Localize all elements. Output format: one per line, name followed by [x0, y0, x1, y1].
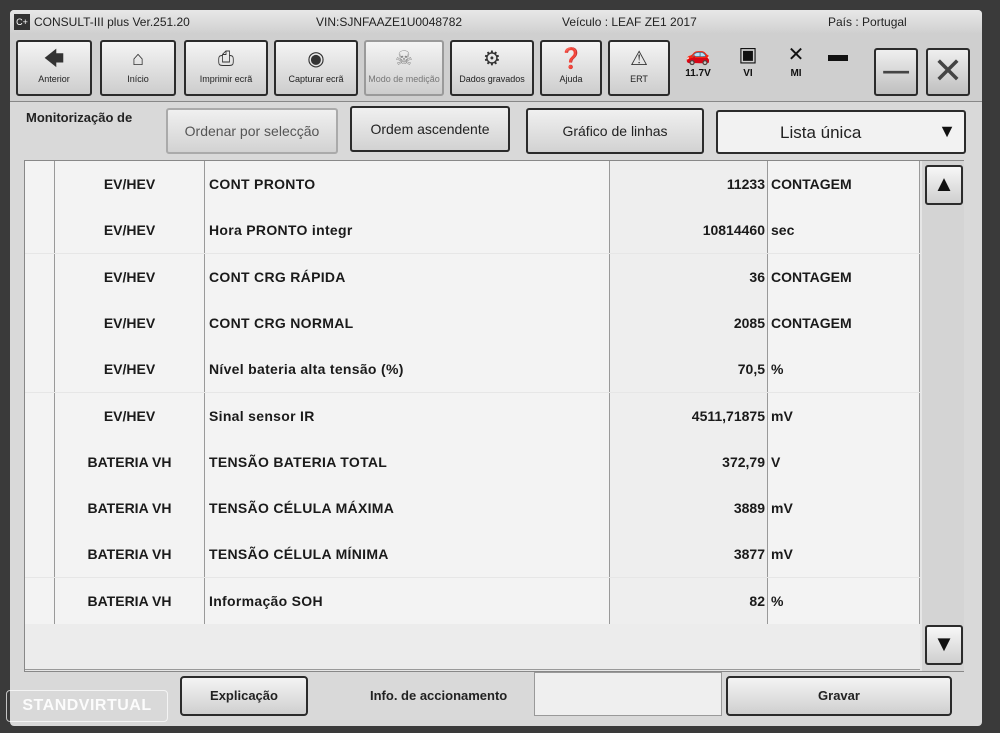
table-row[interactable]	[25, 254, 920, 300]
row-select-cell	[25, 161, 55, 207]
home-icon: ⌂	[131, 48, 145, 70]
value-cell: 372,79	[610, 439, 768, 485]
record-button[interactable]: Gravar	[726, 676, 952, 716]
item-name-cell: Nível bateria alta tensão (%)	[205, 346, 610, 392]
unit-cell: CONTAGEM	[768, 300, 920, 346]
row-select-cell	[25, 393, 55, 439]
battery-icon: ▬	[828, 44, 848, 66]
row-select-cell	[25, 531, 55, 577]
arrow-left-icon: 🡄	[43, 48, 65, 70]
row-select-cell	[25, 207, 55, 253]
vi-status: ▣ VI	[728, 42, 768, 94]
system-cell: EV/HEV	[55, 207, 205, 253]
table-row[interactable]	[25, 207, 920, 253]
vin-label: VIN:SJNFAAZE1U0048782	[316, 15, 463, 29]
consult-screen	[10, 10, 982, 726]
ascending-order-button[interactable]: Ordem ascendente	[350, 106, 510, 152]
unit-cell: sec	[768, 207, 920, 253]
row-select-cell	[25, 346, 55, 392]
ert-button[interactable]: ⚠ ERT	[608, 40, 670, 96]
battery-voltage-status: 🚗 11.7V	[678, 42, 718, 94]
warning-icon: ⚠	[630, 48, 648, 70]
system-cell: EV/HEV	[55, 161, 205, 207]
minimize-button[interactable]	[874, 48, 918, 96]
mi-status: ✕ MI	[776, 42, 816, 94]
value-cell: 11233	[610, 161, 768, 207]
value-cell: 10814460	[610, 207, 768, 253]
unit-cell: %	[768, 578, 920, 624]
value-cell: 36	[610, 254, 768, 300]
app-logo: C+	[14, 14, 30, 30]
printer-icon: ⎙	[218, 48, 234, 70]
unit-cell: mV	[768, 531, 920, 577]
dropdown-arrow-icon: ▼	[938, 121, 956, 141]
value-cell: 4511,71875	[610, 393, 768, 439]
value-cell: 2085	[610, 300, 768, 346]
table-row[interactable]	[25, 393, 920, 439]
unit-cell: %	[768, 346, 920, 392]
minimize-icon: ─	[883, 50, 909, 91]
item-name-cell: TENSÃO BATERIA TOTAL	[205, 439, 610, 485]
system-cell: BATERIA VH	[55, 485, 205, 531]
help-icon: ❓	[558, 48, 584, 70]
unit-cell: CONTAGEM	[768, 254, 920, 300]
saved-data-button[interactable]: ⚙ Dados gravados	[450, 40, 534, 96]
unit-cell: mV	[768, 485, 920, 531]
system-cell: BATERIA VH	[55, 439, 205, 485]
close-button[interactable]	[926, 48, 970, 96]
table-row[interactable]	[25, 485, 920, 531]
row-select-cell	[25, 300, 55, 346]
table-row[interactable]	[25, 531, 920, 577]
vehicle-label: Veículo : LEAF ZE1 2017	[562, 15, 697, 29]
item-name-cell: TENSÃO CÉLULA MÍNIMA	[205, 531, 610, 577]
value-cell: 82	[610, 578, 768, 624]
value-cell: 3877	[610, 531, 768, 577]
back-button[interactable]: 🡄 Anterior	[16, 40, 92, 96]
item-name-cell: TENSÃO CÉLULA MÁXIMA	[205, 485, 610, 531]
monitor-table	[24, 160, 964, 672]
list-mode-value: Lista única	[780, 123, 862, 142]
measure-icon: ☠	[395, 48, 413, 70]
scrollbar-track[interactable]	[922, 161, 964, 671]
country-label: País : Portugal	[828, 15, 907, 29]
system-cell: EV/HEV	[55, 300, 205, 346]
item-name-cell: Hora PRONTO integr	[205, 207, 610, 253]
system-cell: EV/HEV	[55, 254, 205, 300]
monitor-controls	[10, 104, 982, 160]
gears-icon: ⚙	[483, 48, 501, 70]
actuation-info-label: Info. de accionamento	[370, 688, 508, 703]
unit-cell: CONTAGEM	[768, 161, 920, 207]
title-bar	[10, 10, 982, 34]
line-graph-button[interactable]: Gráfico de linhas	[526, 108, 704, 154]
capture-screen-button[interactable]: ◉ Capturar ecrã	[274, 40, 358, 96]
system-cell: EV/HEV	[55, 393, 205, 439]
watermark-logo: STANDVIRTUAL	[6, 690, 168, 722]
system-cell: EV/HEV	[55, 346, 205, 392]
home-button[interactable]: ⌂ Início	[100, 40, 176, 96]
car-icon: 🚗	[685, 44, 711, 66]
unit-cell: mV	[768, 393, 920, 439]
row-select-cell	[25, 485, 55, 531]
list-mode-select[interactable]	[716, 110, 966, 154]
monitor-label: Monitorização de	[26, 110, 133, 125]
item-name-cell: Informação SOH	[205, 578, 610, 624]
table-row[interactable]	[25, 300, 920, 346]
item-name-cell: CONT CRG NORMAL	[205, 300, 610, 346]
camera-icon: ◉	[307, 48, 325, 70]
table-row[interactable]	[25, 346, 920, 392]
actuation-info-field[interactable]	[534, 672, 722, 716]
item-name-cell: Sinal sensor IR	[205, 393, 610, 439]
toolbar	[10, 34, 982, 102]
item-name-cell: CONT CRG RÁPIDA	[205, 254, 610, 300]
empty-table-row	[25, 624, 920, 670]
chevron-up-icon: ▲	[933, 171, 955, 196]
unit-cell: V	[768, 439, 920, 485]
app-name: CONSULT-III plus Ver.251.20	[34, 15, 190, 29]
row-select-cell	[25, 439, 55, 485]
battery-status	[818, 42, 858, 94]
table-row[interactable]	[25, 578, 920, 624]
system-cell: BATERIA VH	[55, 531, 205, 577]
close-x-icon: ✕	[787, 44, 805, 66]
table-row[interactable]	[25, 161, 920, 207]
table-row[interactable]	[25, 439, 920, 485]
chevron-down-icon: ▼	[933, 631, 955, 656]
print-screen-button[interactable]: ⎙ Imprimir ecrã	[184, 40, 268, 96]
measure-mode-button[interactable]: ☠ Modo de medição	[364, 40, 444, 96]
value-cell: 3889	[610, 485, 768, 531]
explanation-button[interactable]: Explicação	[180, 676, 308, 716]
system-cell: BATERIA VH	[55, 578, 205, 624]
sort-by-selection-button[interactable]: Ordenar por selecção	[166, 108, 338, 154]
row-select-cell	[25, 578, 55, 624]
scroll-up-button[interactable]	[925, 165, 963, 205]
close-icon: ✕	[932, 50, 964, 91]
value-cell: 70,5	[610, 346, 768, 392]
vi-connector-icon: ▣	[738, 44, 758, 66]
row-select-cell	[25, 254, 55, 300]
help-button[interactable]: ❓ Ajuda	[540, 40, 602, 96]
scroll-down-button[interactable]	[925, 625, 963, 665]
item-name-cell: CONT PRONTO	[205, 161, 610, 207]
